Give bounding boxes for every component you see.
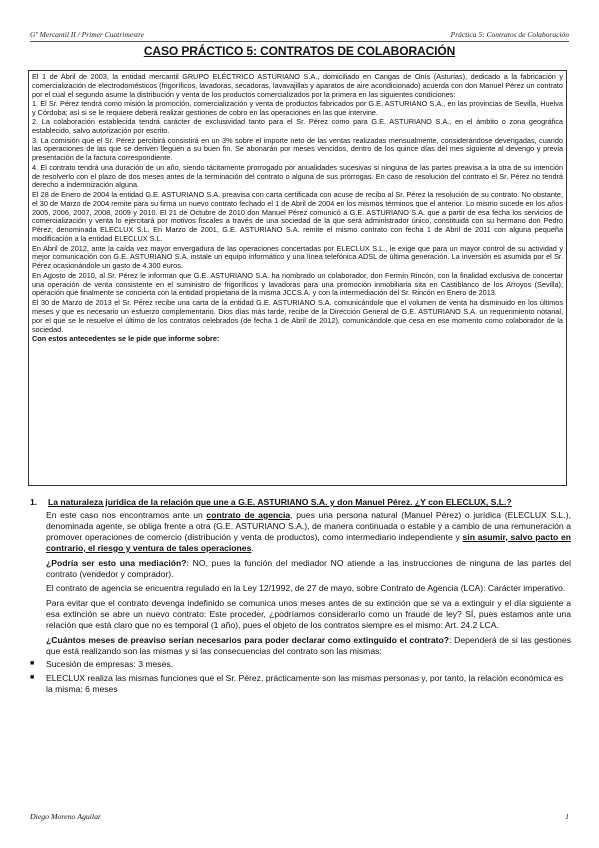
question-number: 1. [30,497,38,507]
answer-emphasis: sin asumir, salvo pacto en contrario, el riesgo y ventura de tales operaciones [46,531,571,553]
answer-paragraph-notice [46,635,571,657]
case-paragraph: El 30 de Marzo de 2013 el Sr. Pérez recibe una carta de la entidad G.E. ASTURIANO S.A. comunicándole que el volumen de venta ha disminuido en los últimos meses y que es necesario un esfuerzo complementario. Dios días más tarde, recibe de la Dirección General de G.E. ASTURIANO S.A. un requerimiento notarial, por el que se le resuelve el último de los contratos celebrados (de fecha 1 de Abril de 2012), comunicándole que cesa en ese momento como colaborador de la sociedad. [32,297,563,334]
answer-text: , pues una persona natural (Manuel Pérez) o jurídica (ELECLUX S.L.), denominada agente, se obliga frente a otra (G.E. ASTURIANO S.A.), de manera continuada o estable y a cambio de una remuneración a promover operaciones de comercio (distribución y venta de productos), como intermediario independiente y [46,510,571,542]
answer-text: : NO, pues la función del mediador NO atiende a las instrucciones de ninguna de las partes del contrato (vendedor y comprador). [46,557,571,579]
answer-paragraph-mediation [46,558,571,580]
list-item [30,673,571,695]
answer-paragraph-fraud: Para evitar que el contrato devenga indefinido se comunica unos meses antes de su extinción que se va a extinguir y el día siguiente a esa extinción se abre un nuevo contrato: Este proceder, ¿podríamos considerarlo como un fraude de ley? SÍ, pues estamos ante una relación que está claro que no es temporal (1 año), pues el objeto de los contratos siempre es el mismo: Art. 24.2 LCA. [46,598,571,631]
case-paragraph: El 28 de Enero de 2004 la entidad G.E. ASTURIANO S.A. preavisa con carta certificada con acuse de recibo al Sr. Pérez la resolución de su contrato. No obstante, el 30 de Marzo de 2004 remite para su firma un nuevo contrato fechado el 1 de Abril de 2004 en los mismos términos que el anterior. Lo mismo sucede en los años 2005, 2006, 2007, 2008, 2009 y 2010. El 21 de Octubre de 2010 don Manuel Pérez comunicó a G.E. ASTURIANO S.A. que a partir de esa fecha los servicios de comercialización y venta lo ejercitará por motivos fiscales a través de una sociedad de la que será administrador único, constituida con su hermano don Pedro Pérez, denominada ELECLUX S.L. En Marzo de 2001, G.E. ASTURIANO S.A. remite el mismo contrato con fecha 1 de Abril de 2011 con alguna pequeña modificación a la entidad ELECLUX S.L. [32,189,563,244]
case-paragraph: 2. La colaboración establecida tendrá carácter de exclusividad tanto para el Sr. Pérez como para G.E. ASTURIANO S.A., en el ámbito o zona geográfica establecido, salvo autorización por escrito. [32,117,563,136]
answer-question: ¿Podría ser esto una mediación? [46,557,187,568]
list-item [30,659,571,670]
list-item-text: Sucesión de empresas: 3 meses. [46,658,174,669]
header-course: Gº Mercantil II / Primer Cuatrimestre [30,30,145,39]
answer-paragraph-agency [46,510,571,554]
header-rule [30,41,569,42]
question-heading [30,497,571,507]
bullet-icon: ■ [30,673,35,681]
answer-question: ¿Cuántos meses de preaviso serían necesarios para poder declarar como extinguido el contrato? [46,635,450,646]
footer-author: Diego Moreno Aguilar [30,812,102,821]
answer-text: : Dependerá de si las gestiones que está realizando son las mismas y si las consecuencias del contrato son las mismas: [46,635,572,656]
answer-paragraph-law: El contrato de agencia se encuentra regulado en la Ley 12/1992, de 27 de mayo, sobre Contrato de Agencia (LCA): Carácter imperativo. [46,583,566,594]
page-number: 1 [565,812,569,821]
case-paragraph: En Agosto de 2010, al Sr. Pérez le informan que G.E. ASTURIANO S.A. ha nombrado un colaborador, don Fermín Rincón, con la finalidad exclusiva de concertar una operación de venta consistente en el suministro de frigoríficos y lavadoras para una promoción inmobiliaria sita en Castiblanco de los Arroyos (Sevilla); operación que finalmente se concierta con la entidad propietaria de la misma JCCS.A. y con la intermediación del Sr. Rincón en Enero de 2013. [32,270,563,298]
case-closing: Con estos antecedentes se le pide que informe sobre: [32,333,220,343]
question-text: La naturaleza jurídica de la relación que une a G.E. ASTURIANO S.A. y don Manuel Pérez. ¿Y con ELECLUX, S.L.? [48,497,512,507]
list-item-text: ELECLUX realiza las mismas funciones que el Sr. Pérez, prácticamente son las mismas personas y, por tanto, la relación económica es la misma: 6 meses [46,672,564,694]
answer-section [30,497,571,698]
case-paragraph: 4. El contrato tendrá una duración de un año, siendo tácitamente prorrogado por anualidades sucesivas si ninguna de las partes preavisa a la otra de su intención de resolverlo con el plazo de dos meses antes de la terminación del contrato o alguna de sus prórrogas. En caso de resolución del contrato el Sr. Pérez no tendrá derecho a indemnización alguna. [32,162,563,190]
answer-text: En este caso nos encontramos ante un [46,510,207,520]
answer-emphasis: contrato de agencia [206,510,291,520]
bullet-icon: ■ [30,659,35,667]
case-paragraph: 3. La comisión que el Sr. Pérez percibirá consistirá en un 3% sobre el importe neto de las ventas realizadas mensualmente, considerándose devengadas, cuando las operaciones de las que se deriven lleguen a su buen fin. Se abonarán por meses vencidos, dentro de los quince días del mes siguiente al devengo y previa presentación de la factura correspondiente. [32,135,563,163]
page-title: CASO PRÁCTICO 5: CONTRATOS DE COLABORACIÓN [143,44,456,58]
case-statement-box [28,70,567,486]
case-paragraph: 1. El Sr. Pérez tendrá como misión la promoción, comercialización y venta de productos fabricados por G.E. ASTURIANO S.A., en las provincias de Sevilla, Huelva y Córdoba; así si se le requiere deberá realizar gestiones de cobro en las operaciones en las que intervine. [32,99,563,118]
header-practice: Práctica 5: Contratos de Colaboración [450,30,569,39]
case-paragraph: El 1 de Abril de 2003, la entidad mercantil GRUPO ELÉCTRICO ASTURIANO S.A., domiciliado en Cangas de Onís (Asturias), dedicado a la fabricación y comercialización de electrodomésticos (frigoríficos, lavadoras, secadoras, lavavajillas y aparatos de aire acondicionado) acuerda con don Manuel Pérez un contrato por el cual el segundo asume la distribución y venta de los productos comercializados por la primera en las siguientes condiciones: [32,72,563,99]
case-paragraph: En Abril de 2012, ante la caída vez mayor envergadura de las operaciones concertadas por ELECLUX S.L., le exige que para un mayor control de su actividad y mejor comunicación con G.E. ASTURIANO S.A. instale un equipo informático y una línea telefónica ADSL de última generación. La inversión es asumida por el Sr. Pérez ocasionándole un gasto de 4.300 euros. [32,243,563,271]
answer-text: . [251,542,254,553]
